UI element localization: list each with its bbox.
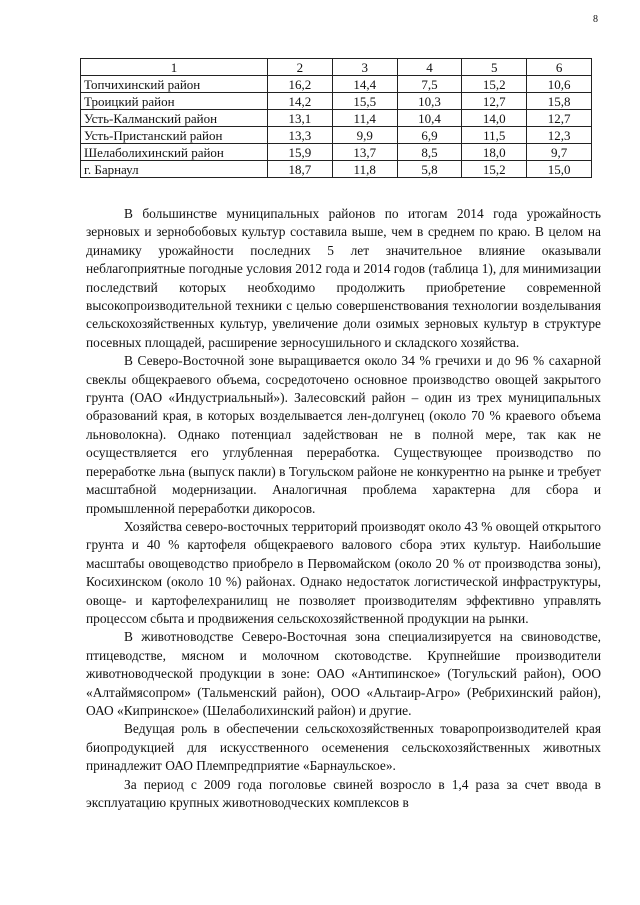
value-cell: 10,4 xyxy=(397,110,462,127)
value-cell: 11,5 xyxy=(462,127,527,144)
page-number: 8 xyxy=(593,14,598,25)
value-cell: 16,2 xyxy=(268,76,333,93)
district-name-cell: г. Барнаул xyxy=(81,161,268,178)
value-cell: 15,2 xyxy=(462,76,527,93)
value-cell: 8,5 xyxy=(397,144,462,161)
value-cell: 14,0 xyxy=(462,110,527,127)
paragraph: Хозяйства северо-восточных территорий производят около 43 % овощей открытого грунта и 40 % картофеля общекраевого валового сбора этих культур. Наибольшие масштабы овощеводство приобрело в Первомайском (около 20 % от производства зоны), Косихинском (около 10 %) районах. Однако недостаток логистической инфраструктуры, овоще- и картофелехранилищ не позволяет производителям эффективно управлять процессом сбыта и продвижения сельскохозяйственной продукции на рынки. xyxy=(86,518,601,626)
district-name-cell: Усть-Пристанский район xyxy=(81,127,268,144)
paragraph: В большинстве муниципальных районов по итогам 2014 года урожайность зерновых и зернобобовых культур составила выше, чем в среднем по краю. В целом на динамику урожайности последних 5 лет значительное влияние оказывали неблагоприятные погодные условия 2012 года и 2014 годов (таблица 1), для минимизации последствий которых необходимо продолжить приобретение современной высокопроизводительной техники с целью совершенствования технологии возделывания сельскохозяйственных культур, увеличение доли озимых зерновых культур в структуре посевных площадей, расширение зерносушильного и складского хозяйства. xyxy=(86,206,601,350)
value-cell: 12,7 xyxy=(527,110,592,127)
value-cell: 14,2 xyxy=(268,93,333,110)
value-cell: 6,9 xyxy=(397,127,462,144)
value-cell: 14,4 xyxy=(332,76,397,93)
value-cell: 7,5 xyxy=(397,76,462,93)
value-cell: 11,4 xyxy=(332,110,397,127)
table-row xyxy=(81,127,592,144)
value-cell: 13,1 xyxy=(268,110,333,127)
table-row xyxy=(81,93,592,110)
paragraph: В животноводстве Северо-Восточная зона специализируется на свиноводстве, птицеводстве, мясном и молочном скотоводстве. Крупнейшие производители животноводческой продукции в зоне: ОАО «Антипинское» (Тогульский район), ООО «Алтаймясопром» (Тальменский район), ООО «Альтаир-Агро» (Ребрихинский район), ОАО «Кипринское» (Шелаболихинский район) и другие. xyxy=(86,629,601,718)
paragraph: Ведущая роль в обеспечении сельскохозяйственных товаропроизводителей края биопродукцией для искусственного осеменения сельскохозяйственных животных принадлежит ОАО Племпредприятие «Барнаульское». xyxy=(86,721,601,774)
table-header-cell: 1 xyxy=(81,59,268,76)
value-cell: 11,8 xyxy=(332,161,397,178)
table-header-cell: 6 xyxy=(527,59,592,76)
value-cell: 12,7 xyxy=(462,93,527,110)
value-cell: 15,5 xyxy=(332,93,397,110)
value-cell: 15,8 xyxy=(527,93,592,110)
value-cell: 5,8 xyxy=(397,161,462,178)
body-text xyxy=(86,205,601,812)
table-row xyxy=(81,110,592,127)
table-header-cell: 4 xyxy=(397,59,462,76)
table-header-cell: 3 xyxy=(332,59,397,76)
value-cell: 18,0 xyxy=(462,144,527,161)
table-row xyxy=(81,144,592,161)
value-cell: 15,2 xyxy=(462,161,527,178)
value-cell: 9,9 xyxy=(332,127,397,144)
table-row xyxy=(81,76,592,93)
value-cell: 15,9 xyxy=(268,144,333,161)
paragraph: В Северо-Восточной зоне выращивается около 34 % гречихи и до 96 % сахарной свеклы общекраевого объема, сосредоточено основное производство овощей закрытого грунта (ОАО «Индустриальный»). Залесовский район – один из трех муниципальных образований края, в которых возделывается лен-долгунец (около 70 % краевого объема льноволокна). Однако потенциал задействован не в полной мере, так как не осуществляется его углубленная переработка. Существующее производство по переработке льна (выпуск пакли) в Тогульском районе не конкурентно на рынке и требует масштабной модернизации. Аналогичная проблема характерна для сбора и промышленной переработки дикоросов. xyxy=(86,353,601,516)
value-cell: 15,0 xyxy=(527,161,592,178)
table-row xyxy=(81,161,592,178)
value-cell: 10,6 xyxy=(527,76,592,93)
value-cell: 18,7 xyxy=(268,161,333,178)
district-name-cell: Топчихинский район xyxy=(81,76,268,93)
value-cell: 13,7 xyxy=(332,144,397,161)
table-header-cell: 2 xyxy=(268,59,333,76)
value-cell: 9,7 xyxy=(527,144,592,161)
district-name-cell: Троицкий район xyxy=(81,93,268,110)
paragraph: За период с 2009 года поголовье свиней возросло в 1,4 раза за счет ввода в эксплуатацию крупных животноводческих комплексов в xyxy=(86,776,601,810)
value-cell: 13,3 xyxy=(268,127,333,144)
value-cell: 10,3 xyxy=(397,93,462,110)
district-name-cell: Усть-Калманский район xyxy=(81,110,268,127)
value-cell: 12,3 xyxy=(527,127,592,144)
table-header-cell: 5 xyxy=(462,59,527,76)
district-name-cell: Шелаболихинский район xyxy=(81,144,268,161)
table-header-row xyxy=(81,59,592,76)
data-table xyxy=(80,58,592,178)
